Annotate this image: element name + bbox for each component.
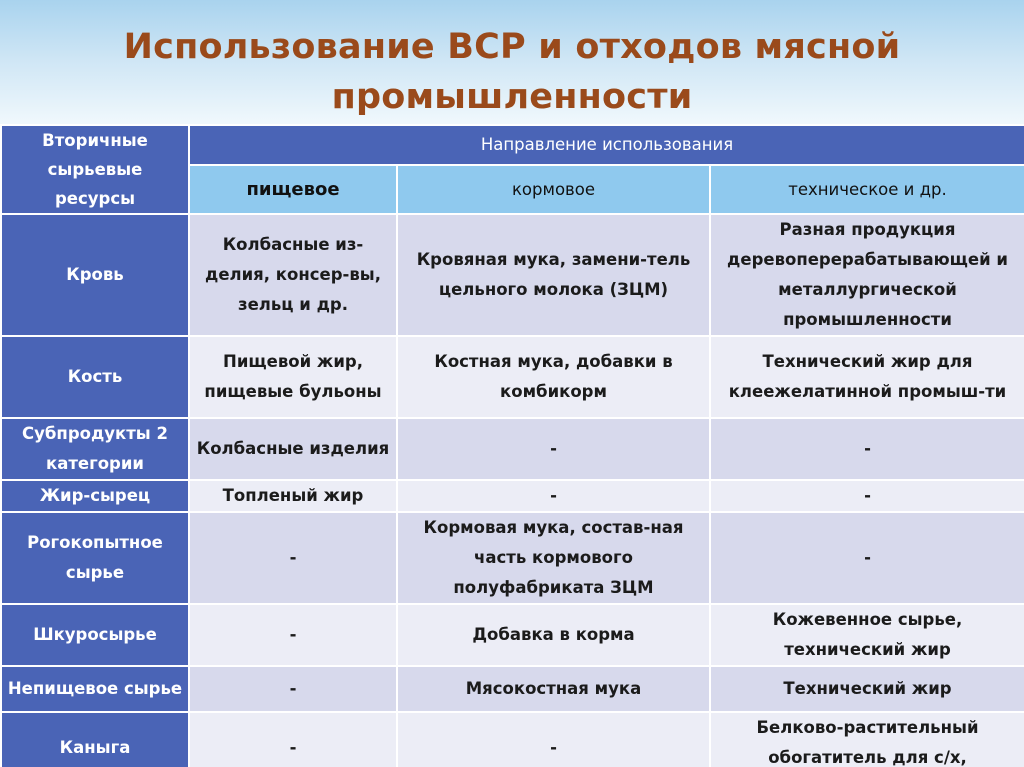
row-resource: Непищевое сырье bbox=[1, 666, 189, 712]
row-resource: Рогокопытное сырье bbox=[1, 512, 189, 604]
cell-feed: Костная мука, добавки в комбикорм bbox=[397, 336, 710, 418]
cell-technical: Технический жир bbox=[710, 666, 1024, 712]
cell-food: Колбасные изделия bbox=[189, 418, 397, 480]
cell-feed: - bbox=[397, 418, 710, 480]
cell-technical: - bbox=[710, 512, 1024, 604]
cell-technical: Технический жир для клеежелатинной промыш-ти bbox=[710, 336, 1024, 418]
cell-food: Колбасные из-делия, консер-вы, зельц и др. bbox=[189, 214, 397, 336]
cell-feed: Добавка в корма bbox=[397, 604, 710, 666]
row-resource: Кровь bbox=[1, 214, 189, 336]
table-row bbox=[1, 418, 1024, 480]
cell-food: Топленый жир bbox=[189, 480, 397, 512]
cell-food: - bbox=[189, 604, 397, 666]
header-direction: Направление использования bbox=[189, 125, 1024, 165]
cell-food: - bbox=[189, 512, 397, 604]
row-resource: Субпродукты 2 категории bbox=[1, 418, 189, 480]
table-row bbox=[1, 480, 1024, 512]
table-row bbox=[1, 512, 1024, 604]
row-resource: Шкуросырье bbox=[1, 604, 189, 666]
cell-technical: Кожевенное сырье, технический жир bbox=[710, 604, 1024, 666]
cell-feed: Мясокостная мука bbox=[397, 666, 710, 712]
cell-food: - bbox=[189, 712, 397, 767]
row-resource: Кость bbox=[1, 336, 189, 418]
table-row bbox=[1, 666, 1024, 712]
header-resource: Вторичные сырьевые ресурсы bbox=[1, 125, 189, 214]
row-resource: Каныга bbox=[1, 712, 189, 767]
header-food: пищевое bbox=[189, 165, 397, 214]
table-row bbox=[1, 712, 1024, 767]
row-resource: Жир-сырец bbox=[1, 480, 189, 512]
cell-feed: - bbox=[397, 712, 710, 767]
cell-feed: Кровяная мука, замени-тель цельного молока (ЗЦМ) bbox=[397, 214, 710, 336]
table-row bbox=[1, 214, 1024, 336]
cell-technical: - bbox=[710, 480, 1024, 512]
slide-title bbox=[0, 22, 1024, 122]
resources-table bbox=[0, 124, 1024, 767]
cell-feed: Кормовая мука, состав-ная часть кормового полуфабриката ЗЦМ bbox=[397, 512, 710, 604]
table-row bbox=[1, 336, 1024, 418]
header-row-1 bbox=[1, 125, 1024, 165]
slide-title-line-1: Использование ВСР и отходов мясной bbox=[123, 27, 901, 67]
cell-food: Пищевой жир, пищевые бульоны bbox=[189, 336, 397, 418]
header-feed: кормовое bbox=[397, 165, 710, 214]
cell-technical: - bbox=[710, 418, 1024, 480]
slide-title-line-2: промышленности bbox=[331, 77, 693, 117]
cell-food: - bbox=[189, 666, 397, 712]
cell-feed: - bbox=[397, 480, 710, 512]
header-technical: техническое и др. bbox=[710, 165, 1024, 214]
cell-technical: Белково-растительный обогатитель для с/х, bbox=[710, 712, 1024, 767]
cell-technical: Разная продукция деревоперерабатывающей и металлургической промышленности bbox=[710, 214, 1024, 336]
table-row bbox=[1, 604, 1024, 666]
